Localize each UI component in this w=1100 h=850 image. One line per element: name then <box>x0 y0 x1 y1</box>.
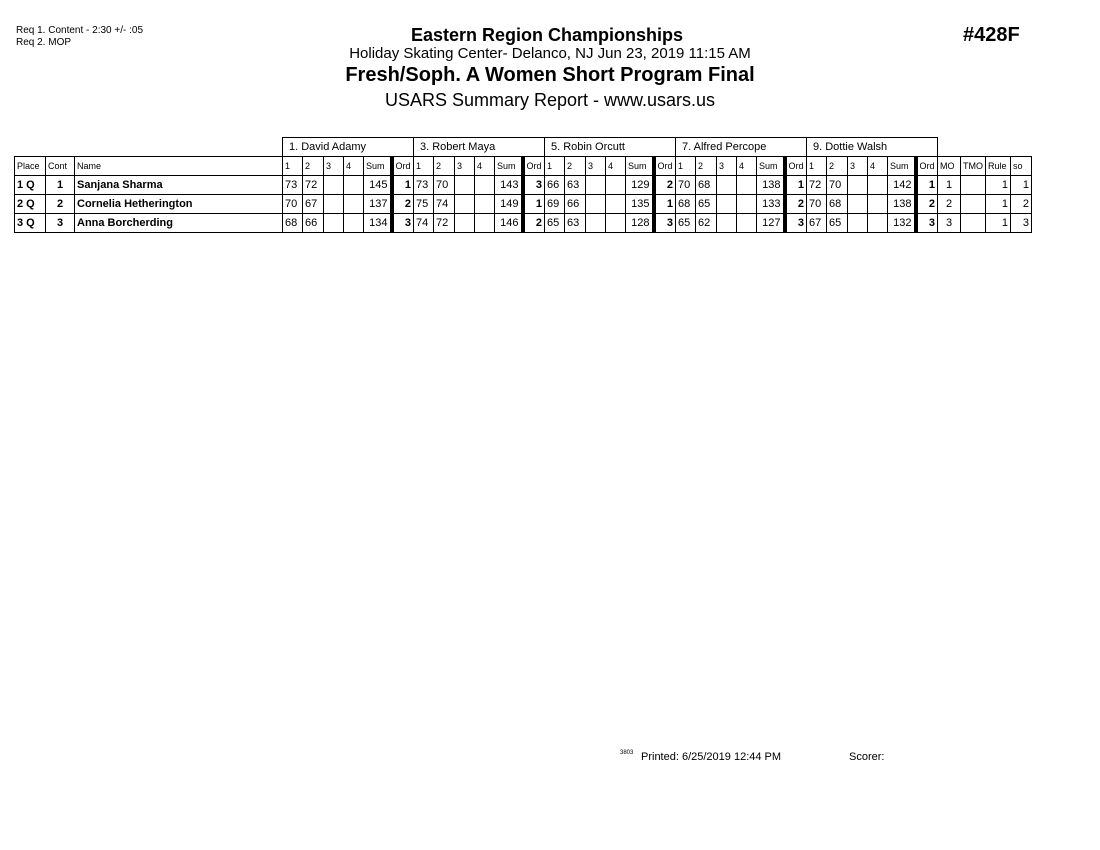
score-3 <box>848 176 868 195</box>
score-4 <box>737 195 757 214</box>
ordinal: 3 <box>654 214 676 233</box>
mo: 3 <box>938 214 961 233</box>
score-2: 65 <box>827 214 848 233</box>
score-2: 63 <box>565 176 586 195</box>
place: 3 Q <box>15 214 46 233</box>
col-sum: Sum <box>495 157 523 176</box>
col-2: 2 <box>696 157 717 176</box>
so: 3 <box>1011 214 1032 233</box>
score-sum: 145 <box>364 176 392 195</box>
event-title: Fresh/Soph. A Women Short Program Final <box>345 64 755 86</box>
score-2: 67 <box>303 195 324 214</box>
score-sum: 128 <box>626 214 654 233</box>
score-2: 62 <box>696 214 717 233</box>
col-2: 2 <box>303 157 324 176</box>
so: 2 <box>1011 195 1032 214</box>
score-sum: 138 <box>888 195 916 214</box>
score-4 <box>868 214 888 233</box>
col-ord: Ord <box>392 157 414 176</box>
score-1: 75 <box>414 195 434 214</box>
score-2: 70 <box>827 176 848 195</box>
score-3 <box>324 176 344 195</box>
score-2: 68 <box>827 195 848 214</box>
col-ord: Ord <box>785 157 807 176</box>
col-sum: Sum <box>888 157 916 176</box>
score-sum: 134 <box>364 214 392 233</box>
rule: 1 <box>986 195 1011 214</box>
ordinal: 2 <box>523 214 545 233</box>
score-sum: 135 <box>626 195 654 214</box>
score-3 <box>586 214 606 233</box>
score-sum: 129 <box>626 176 654 195</box>
score-2: 72 <box>434 214 455 233</box>
cont: 2 <box>46 195 75 214</box>
ordinal: 1 <box>785 176 807 195</box>
col-mo: MO <box>938 157 961 176</box>
blank <box>938 138 1032 157</box>
score-1: 69 <box>545 195 565 214</box>
col-3: 3 <box>717 157 737 176</box>
skater-name: Sanjana Sharma <box>75 176 283 195</box>
score-3 <box>848 195 868 214</box>
event-number: #428F <box>963 24 1020 46</box>
requirement-1: Req 1. Content - 2:30 +/- :05 <box>16 25 144 36</box>
col-3: 3 <box>848 157 868 176</box>
tmo <box>961 176 986 195</box>
score-2: 74 <box>434 195 455 214</box>
score-3 <box>455 176 475 195</box>
judge-name: 7. Alfred Percope <box>676 138 807 157</box>
column-header-row <box>15 157 1032 176</box>
score-4 <box>475 195 495 214</box>
col-sum: Sum <box>626 157 654 176</box>
score-4 <box>737 214 757 233</box>
ordinal: 1 <box>523 195 545 214</box>
printed-date: Printed: 6/25/2019 12:44 PM <box>641 751 782 763</box>
score-sum: 132 <box>888 214 916 233</box>
skater-name: Anna Borcherding <box>75 214 283 233</box>
ordinal: 3 <box>916 214 938 233</box>
score-1: 68 <box>676 195 696 214</box>
col-1: 1 <box>283 157 303 176</box>
score-3 <box>455 195 475 214</box>
score-2: 70 <box>434 176 455 195</box>
ordinal: 3 <box>523 176 545 195</box>
score-4 <box>868 176 888 195</box>
report-title: USARS Summary Report - www.usars.us <box>384 90 716 110</box>
score-2: 66 <box>303 214 324 233</box>
col-4: 4 <box>868 157 888 176</box>
judge-name: 3. Robert Maya <box>414 138 545 157</box>
col-1: 1 <box>545 157 565 176</box>
score-1: 67 <box>807 214 827 233</box>
score-2: 68 <box>696 176 717 195</box>
col-4: 4 <box>606 157 626 176</box>
ordinal: 1 <box>392 176 414 195</box>
score-1: 70 <box>283 195 303 214</box>
score-4 <box>344 176 364 195</box>
score-sum: 142 <box>888 176 916 195</box>
report-code: 3803 <box>620 750 634 756</box>
score-2: 66 <box>565 195 586 214</box>
col-sum: Sum <box>364 157 392 176</box>
col-1: 1 <box>414 157 434 176</box>
results-table <box>14 137 1032 233</box>
score-1: 70 <box>676 176 696 195</box>
place: 2 Q <box>15 195 46 214</box>
score-3 <box>586 176 606 195</box>
score-1: 73 <box>283 176 303 195</box>
score-1: 73 <box>414 176 434 195</box>
col-3: 3 <box>324 157 344 176</box>
col-4: 4 <box>344 157 364 176</box>
competition-title: Eastern Region Championships <box>410 25 684 45</box>
col-place: Place <box>15 157 46 176</box>
score-2: 63 <box>565 214 586 233</box>
score-3 <box>455 214 475 233</box>
col-rule: Rule <box>986 157 1011 176</box>
table-row <box>15 214 1032 233</box>
score-4 <box>606 214 626 233</box>
col-3: 3 <box>455 157 475 176</box>
col-cont: Cont <box>46 157 75 176</box>
score-1: 66 <box>545 176 565 195</box>
table-row <box>15 176 1032 195</box>
mo: 1 <box>938 176 961 195</box>
cont: 1 <box>46 176 75 195</box>
venue-date: Holiday Skating Center- Delanco, NJ Jun 23, 2019 11:15 AM <box>349 45 751 62</box>
col-name: Name <box>75 157 283 176</box>
col-3: 3 <box>586 157 606 176</box>
score-4 <box>344 214 364 233</box>
col-2: 2 <box>827 157 848 176</box>
judge-name: 5. Robin Orcutt <box>545 138 676 157</box>
judge-header-row <box>15 138 1032 157</box>
score-sum: 133 <box>757 195 785 214</box>
score-1: 74 <box>414 214 434 233</box>
score-4 <box>475 176 495 195</box>
col-4: 4 <box>475 157 495 176</box>
score-3 <box>717 195 737 214</box>
judge-name: 9. Dottie Walsh <box>807 138 938 157</box>
place: 1 Q <box>15 176 46 195</box>
score-4 <box>475 214 495 233</box>
score-sum: 149 <box>495 195 523 214</box>
score-2: 72 <box>303 176 324 195</box>
ordinal: 2 <box>785 195 807 214</box>
requirement-2: Req 2. MOP <box>16 37 72 48</box>
score-sum: 143 <box>495 176 523 195</box>
col-2: 2 <box>434 157 455 176</box>
score-4 <box>344 195 364 214</box>
table-row <box>15 195 1032 214</box>
ordinal: 1 <box>916 176 938 195</box>
rule: 1 <box>986 176 1011 195</box>
score-3 <box>717 214 737 233</box>
scorer-label: Scorer: <box>849 751 885 763</box>
score-3 <box>848 214 868 233</box>
ordinal: 1 <box>654 195 676 214</box>
score-4 <box>737 176 757 195</box>
score-3 <box>324 214 344 233</box>
col-4: 4 <box>737 157 757 176</box>
col-1: 1 <box>676 157 696 176</box>
score-4 <box>606 195 626 214</box>
score-4 <box>868 195 888 214</box>
tmo <box>961 195 986 214</box>
score-sum: 138 <box>757 176 785 195</box>
ordinal: 2 <box>916 195 938 214</box>
cont: 3 <box>46 214 75 233</box>
score-1: 65 <box>545 214 565 233</box>
score-1: 65 <box>676 214 696 233</box>
col-ord: Ord <box>916 157 938 176</box>
score-3 <box>717 176 737 195</box>
col-2: 2 <box>565 157 586 176</box>
col-tmo: TMO <box>961 157 986 176</box>
mo: 2 <box>938 195 961 214</box>
ordinal: 3 <box>785 214 807 233</box>
judge-name: 1. David Adamy <box>283 138 414 157</box>
score-4 <box>606 176 626 195</box>
score-sum: 146 <box>495 214 523 233</box>
score-1: 72 <box>807 176 827 195</box>
ordinal: 2 <box>392 195 414 214</box>
tmo <box>961 214 986 233</box>
rule: 1 <box>986 214 1011 233</box>
skater-name: Cornelia Hetherington <box>75 195 283 214</box>
score-3 <box>324 195 344 214</box>
score-3 <box>586 195 606 214</box>
col-ord: Ord <box>654 157 676 176</box>
score-2: 65 <box>696 195 717 214</box>
ordinal: 3 <box>392 214 414 233</box>
col-1: 1 <box>807 157 827 176</box>
col-sum: Sum <box>757 157 785 176</box>
score-1: 70 <box>807 195 827 214</box>
so: 1 <box>1011 176 1032 195</box>
col-ord: Ord <box>523 157 545 176</box>
score-sum: 127 <box>757 214 785 233</box>
score-1: 68 <box>283 214 303 233</box>
ordinal: 2 <box>654 176 676 195</box>
col-so: so <box>1011 157 1032 176</box>
score-sum: 137 <box>364 195 392 214</box>
blank <box>15 138 283 157</box>
